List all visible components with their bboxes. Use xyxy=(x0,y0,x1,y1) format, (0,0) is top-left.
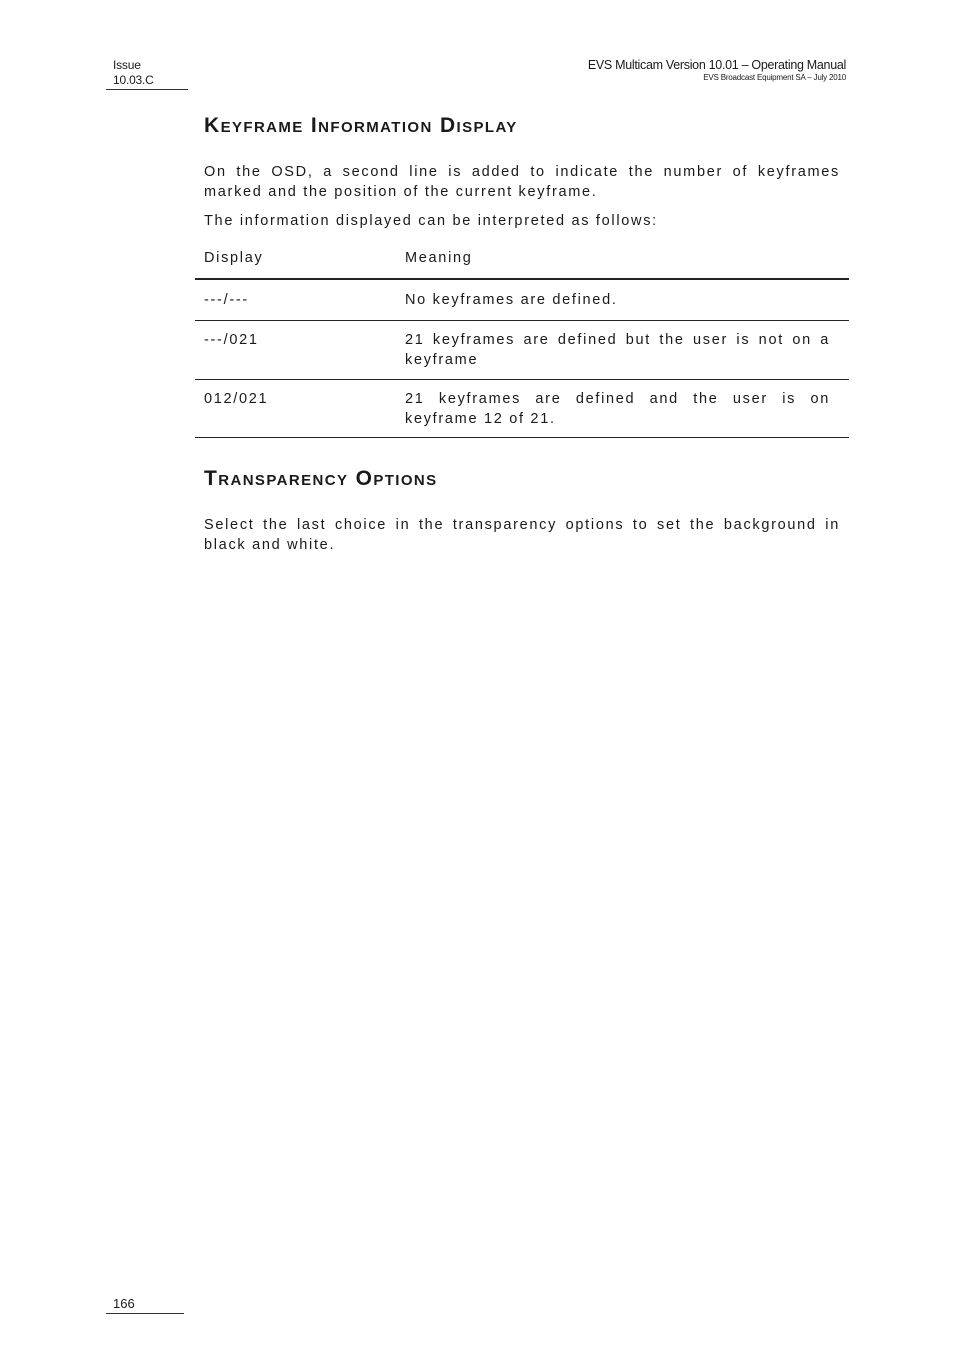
meaning-cell: 21 keyframes are defined and the user is on keyframe 12 of 21. xyxy=(405,391,830,427)
manual-subtitle: EVS Broadcast Equipment SA – July 2010 xyxy=(703,73,846,82)
paragraph-interpretation-intro: The information displayed can be interpreted as follows: xyxy=(204,213,658,229)
table-row xyxy=(195,380,849,438)
keyframe-info-table xyxy=(195,240,849,438)
paragraph-osd-second-line: On the OSD, a second line is added to indicate the number of keyframes marked and the position of the current keyframe. xyxy=(204,164,840,200)
table-row xyxy=(195,321,849,380)
header-title-block xyxy=(588,58,846,83)
display-cell: ---/--- xyxy=(204,292,249,308)
manual-title: EVS Multicam Version 10.01 – Operating Manual xyxy=(587,58,846,72)
page-number: 166 xyxy=(106,1296,184,1314)
meaning-cell: 21 keyframes are defined but the user is not on a keyframe xyxy=(405,332,830,368)
header-issue-block xyxy=(106,58,188,90)
issue-label: Issue xyxy=(113,58,141,72)
column-header-meaning: Meaning xyxy=(405,250,473,266)
table-row xyxy=(195,280,849,321)
table-header-row xyxy=(195,240,849,280)
column-header-display: Display xyxy=(204,250,264,266)
display-cell: ---/021 xyxy=(204,332,259,348)
display-cell: 012/021 xyxy=(204,391,269,407)
paragraph-transparency-choice: Select the last choice in the transparency options to set the background in black and white. xyxy=(204,517,840,553)
section-heading-transparency-options: Transparency Options xyxy=(204,467,438,490)
section-heading-keyframe-info: Keyframe Information Display xyxy=(204,114,518,137)
issue-value: 10.03.C xyxy=(106,73,188,90)
meaning-cell: No keyframes are defined. xyxy=(405,292,618,308)
